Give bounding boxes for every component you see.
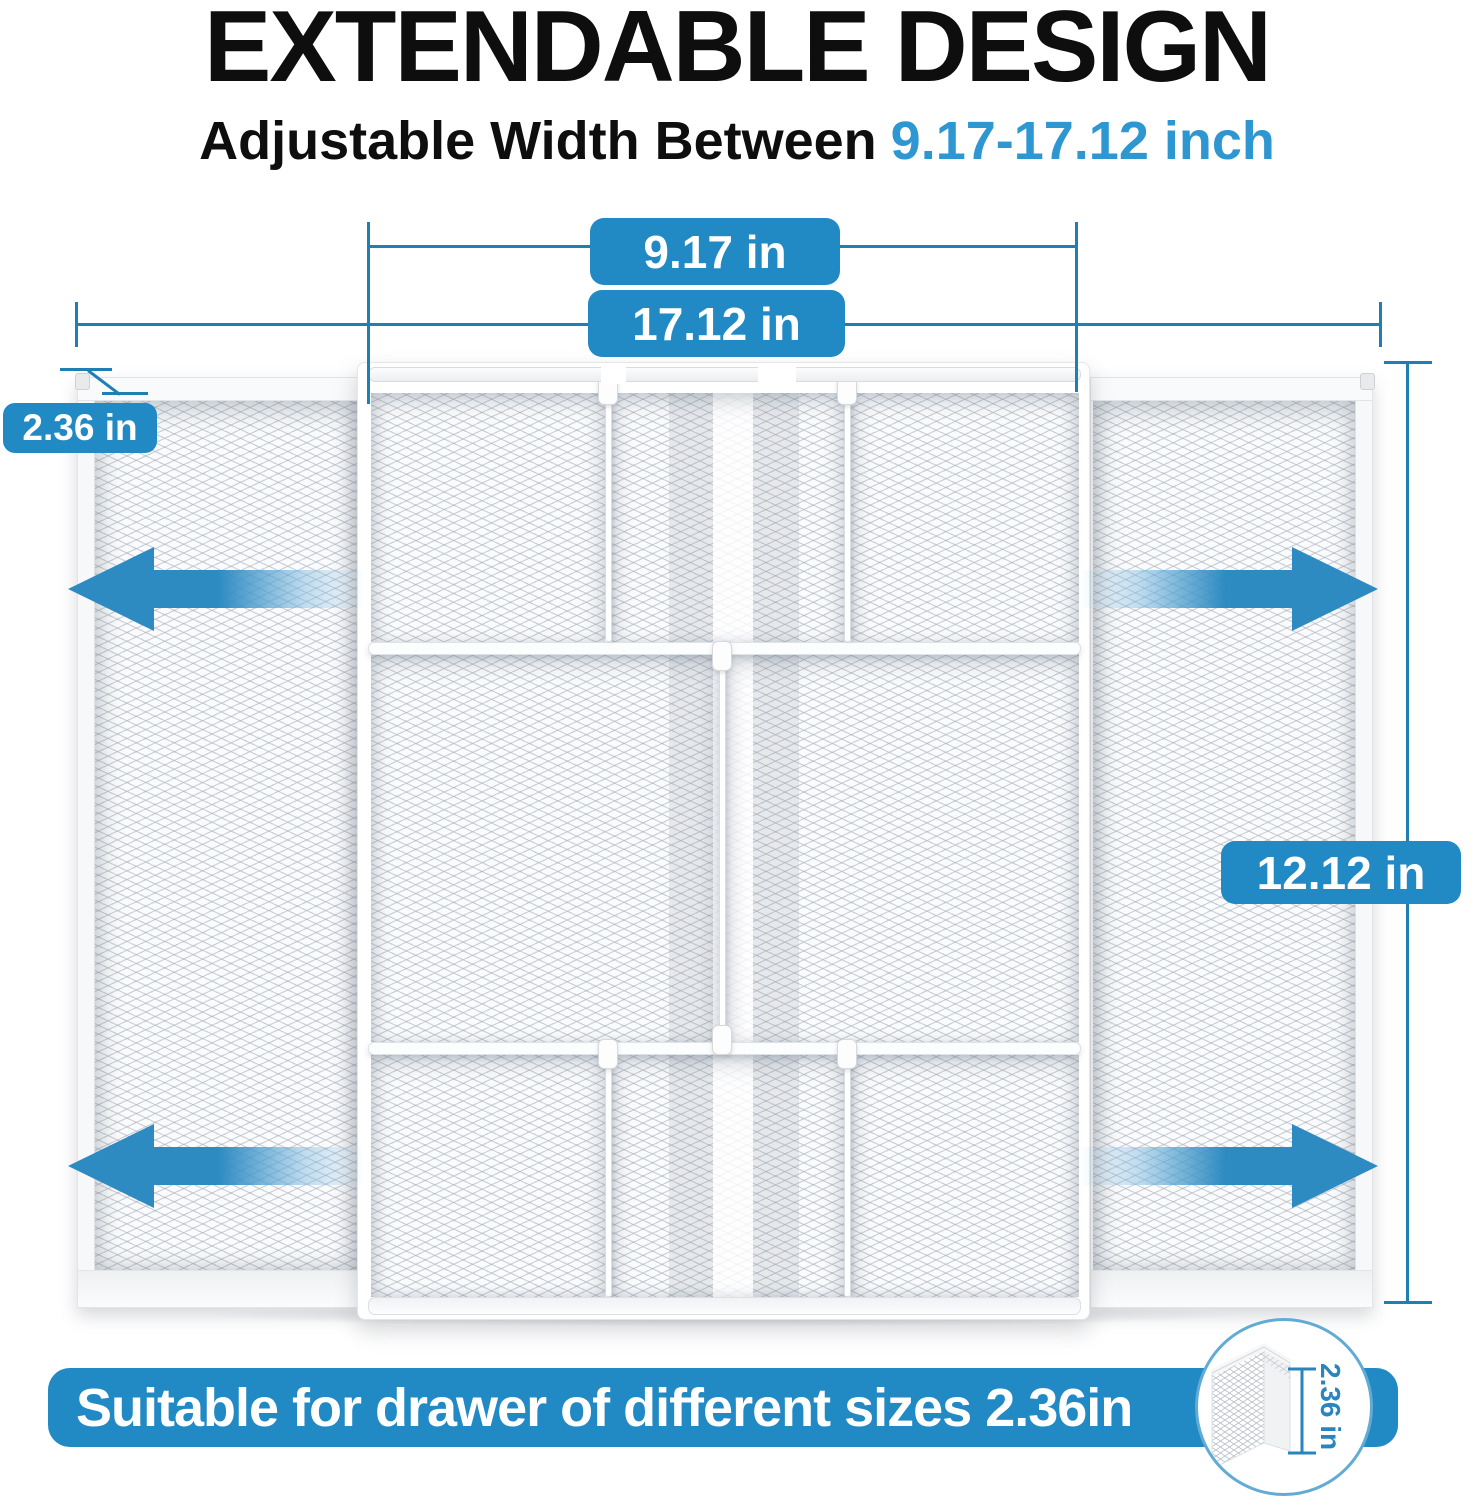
- right-wing-bottom-rail: [1091, 1270, 1372, 1307]
- compartment-middle-right: [726, 655, 1079, 1042]
- subtitle-range-highlight: 9.17-17.12 inch: [890, 111, 1275, 171]
- extend-left-arrow-shaft: [150, 1147, 364, 1185]
- dim-tick-outer-left: [75, 302, 78, 347]
- compartment-top-left: [371, 393, 605, 642]
- length-badge: 12.12 in: [1221, 841, 1461, 904]
- inset-depth-label: 2.36 in: [1315, 1363, 1346, 1451]
- outer-width-badge: 17.12 in: [588, 290, 845, 357]
- dim-tick-inner-right: [1075, 222, 1078, 392]
- divider-bottom-right: [844, 1055, 851, 1297]
- dim-cap-length-bottom: [1384, 1301, 1432, 1304]
- subtitle-text: Adjustable Width Between: [199, 111, 877, 171]
- dim-tick-depth-lower: [102, 392, 148, 395]
- left-wing-top-rail: [78, 378, 359, 401]
- page-title: EXTENDABLE DESIGN: [204, 0, 1270, 103]
- left-wing-bottom-rail: [78, 1270, 359, 1307]
- footer-note-text: Suitable for drawer of different sizes 2.36in: [76, 1377, 1133, 1438]
- subtitle: [0, 110, 1474, 172]
- dim-cap-length-top: [1384, 361, 1432, 364]
- divider-middle-center: [719, 655, 726, 1042]
- extend-left-arrow-shaft: [150, 570, 364, 608]
- extend-right-arrow-shaft: [1080, 1147, 1294, 1185]
- tray-bottom-rim: [368, 1297, 1081, 1315]
- divider-top-right: [844, 393, 851, 642]
- compartment-top-middle: [612, 393, 844, 642]
- divider-hook: [837, 1039, 857, 1069]
- left-wing-corner-knob: [75, 373, 90, 390]
- compartment-bottom-right: [851, 1055, 1079, 1297]
- extend-right-arrow-shaft: [1080, 570, 1294, 608]
- divider-hook: [598, 1039, 618, 1069]
- right-wing-top-rail: [1091, 378, 1372, 401]
- divider-hook: [712, 1025, 732, 1055]
- dim-line-length: [1406, 362, 1409, 1304]
- inner-width-badge: 9.17 in: [590, 218, 840, 285]
- right-wing-corner-knob: [1360, 373, 1375, 390]
- compartment-top-right: [851, 393, 1079, 642]
- dim-tick-inner-left: [367, 222, 370, 404]
- tray-rim-notch: [758, 365, 796, 384]
- divider-bottom-left: [605, 1055, 612, 1297]
- tray-top-rim: [368, 367, 1081, 382]
- dim-tick-outer-right: [1379, 302, 1382, 347]
- compartment-middle-left: [371, 655, 719, 1042]
- divider-top-left: [605, 393, 612, 642]
- depth-inset-circle: [1195, 1318, 1373, 1496]
- organizer-center-tray: [357, 362, 1090, 1320]
- divider-hook: [712, 641, 732, 671]
- compartment-bottom-middle: [612, 1055, 844, 1297]
- dim-tick-depth-upper: [60, 368, 112, 371]
- depth-badge: 2.36 in: [3, 403, 157, 453]
- compartment-bottom-left: [371, 1055, 605, 1297]
- tray-rim-notch: [601, 365, 626, 384]
